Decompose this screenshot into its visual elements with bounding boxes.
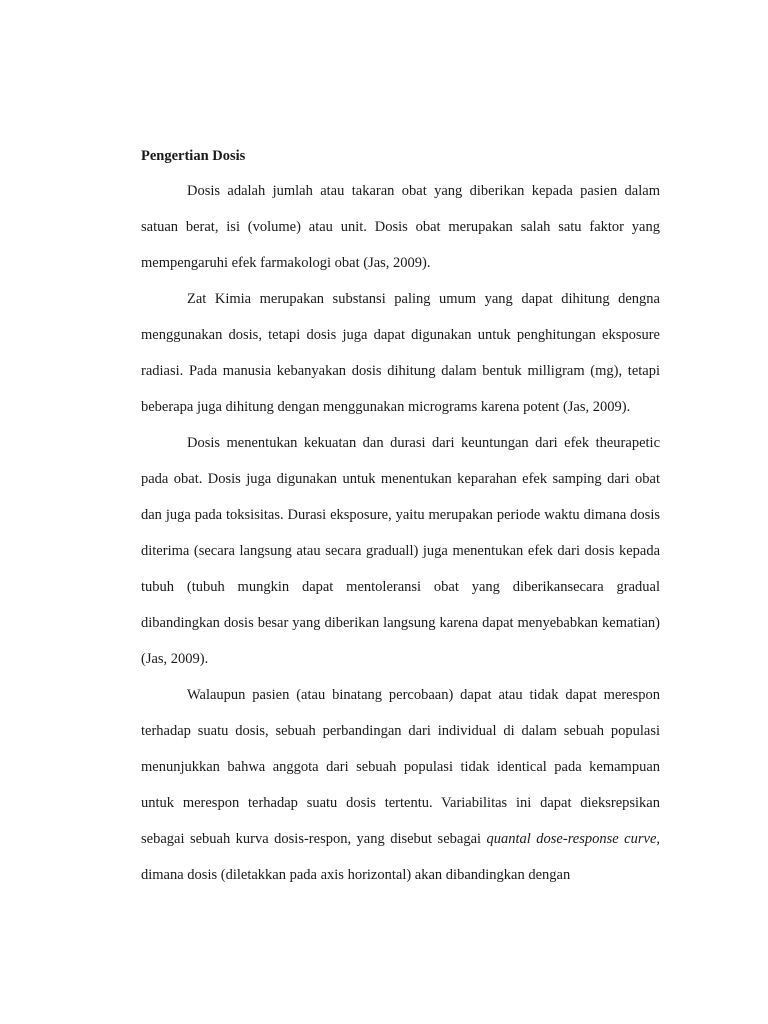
document-body [141,146,660,893]
paragraph-chemical-dose: Zat Kimia merupakan substansi paling umum yang dapat dihitung dengna menggunakan dosis, tetapi dosis juga dapat digunakan untuk penghitungan eksposure radiasi. Pada manusia kebanyakan dosis dihitung dalam bentuk milligram (mg), tetapi beberapa juga dihitung dengan menggunakan micrograms karena potent (Jas, 2009). [141,291,660,415]
section-heading: Pengertian Dosis [141,148,246,164]
paragraph-text-after: , dimana dosis (diletakkan pada axis horizontal) akan dibandingkan dengan [141,831,661,883]
paragraph-text-before: Walaupun pasien (atau binatang percobaan) dapat atau tidak dapat merespon terhadap suatu dosis, sebuah perbandingan dari individual di dalam sebuah populasi menunjukkan bahwa anggota dari sebuah populasi tidak identical pada kemampuan untuk merespon terhadap suatu dosis tertentu. Variabilitas ini dapat dieksrepsikan sebagai sebuah kurva dosis-respon, yang disebut sebagai [141,687,660,847]
paragraph-definition: Dosis adalah jumlah atau takaran obat yang diberikan kepada pasien dalam satuan berat, isi (volume) atau unit. Dosis obat merupakan salah satu faktor yang mempengaruhi efek farmakologi obat (Jas, 2009). [141,183,660,271]
paragraph-dose-effect: Dosis menentukan kekuatan dan durasi dari keuntungan dari efek theurapetic pada obat. Dosis juga digunakan untuk menentukan keparahan efek samping dari obat dan juga pada toksisitas. Durasi eksposure, yaitu merupakan periode waktu dimana dosis diterima (secara langsung atau secara graduall) juga menentukan efek dari dosis kepada tubuh (tubuh mungkin dapat mentoleransi obat yang diberikansecara gradual dibandingkan dosis besar yang diberikan langsung karena dapat menyebabkan kematian) (Jas, 2009). [141,435,660,667]
italic-term: quantal dose-response curve [486,831,657,847]
paragraph-dose-response [141,677,660,893]
